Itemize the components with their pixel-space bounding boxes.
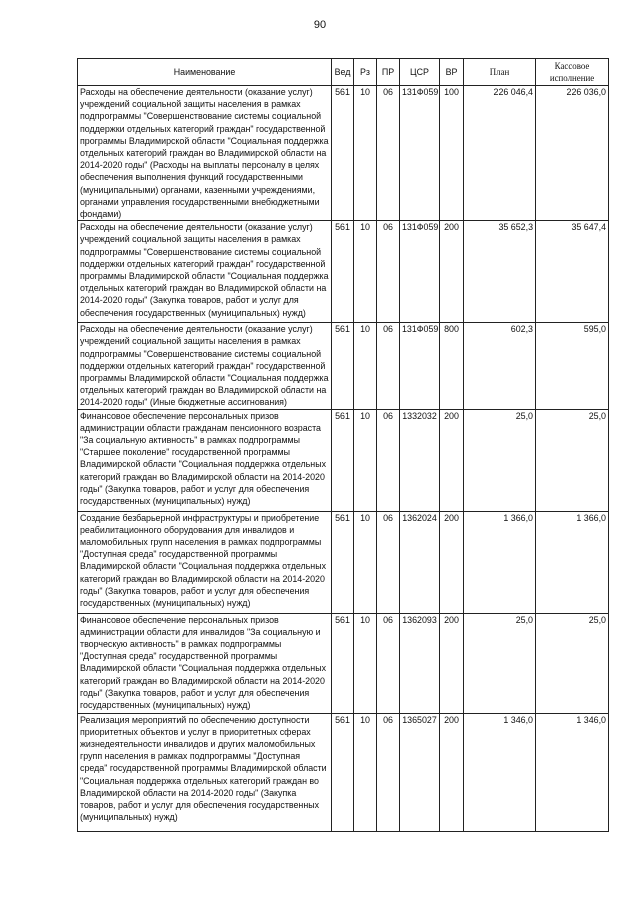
header-rz: Рз xyxy=(354,59,377,86)
cell-name: Расходы на обеспечение деятельности (оказание услуг) учреждений социальной защиты населения в рамках подпрограммы "Совершенствование системы социальной поддержки отдельных категорий граждан" государственной программы Владимирской области "Социальная поддержка отдельных категорий граждан во Владимирской области на 2014-2020 годы" (Иные бюджетные ассигнования) xyxy=(78,323,332,409)
cell-name: Расходы на обеспечение деятельности (оказание услуг) учреждений социальной защиты населения в рамках подпрограммы "Совершенствование системы социальной поддержки отдельных категорий граждан" государственной программы Владимирской области "Социальная поддержка отдельных категорий граждан во Владимирской области на 2014-2020 годы" (Расходы на выплаты персоналу в целях обеспечения выполнения функций государственными (муниципальными) органами, казенными учреждениями, органами управления государственными внебюджетными фондами) xyxy=(78,86,332,221)
cell-name: Расходы на обеспечение деятельности (оказание услуг) учреждений социальной защиты населения в рамках подпрограммы "Совершенствование системы социальной поддержки отдельных категорий граждан" государственной программы Владимирской области "Социальная поддержка отдельных категорий граждан во Владимирской области на 2014-2020 годы" (Закупка товаров, работ и услуг для обеспечения государственных (муниципальных) нужд) xyxy=(78,221,332,323)
header-pr: ПР xyxy=(377,59,400,86)
header-name: Наименование xyxy=(78,59,332,86)
cell-pr: 06 xyxy=(377,713,400,831)
cell-rz: 10 xyxy=(354,221,377,323)
cell-rz: 10 xyxy=(354,511,377,613)
cell-ved: 561 xyxy=(332,221,354,323)
cell-cash: 226 036,0 xyxy=(536,86,609,221)
page-number: 90 xyxy=(313,19,327,31)
cell-plan: 1 346,0 xyxy=(464,713,536,831)
table-row xyxy=(78,613,609,713)
cell-csr: 1365027 xyxy=(400,713,440,831)
cell-ved: 561 xyxy=(332,86,354,221)
cell-csr: 131Ф059 xyxy=(400,86,440,221)
cell-plan: 226 046,4 xyxy=(464,86,536,221)
cell-cash: 25,0 xyxy=(536,613,609,713)
cell-ved: 561 xyxy=(332,613,354,713)
cell-vr: 200 xyxy=(440,511,464,613)
cell-csr: 1332032 xyxy=(400,409,440,511)
cell-pr: 06 xyxy=(377,323,400,409)
cell-rz: 10 xyxy=(354,86,377,221)
cell-pr: 06 xyxy=(377,511,400,613)
table-row xyxy=(78,221,609,323)
table-header-row xyxy=(78,59,609,86)
cell-cash: 1 366,0 xyxy=(536,511,609,613)
cell-cash: 1 346,0 xyxy=(536,713,609,831)
cell-plan: 25,0 xyxy=(464,409,536,511)
cell-name: Реализация мероприятий по обеспечению доступности приоритетных объектов и услуг в приоритетных сферах жизнедеятельности инвалидов и других маломобильных групп населения в рамках подпрограммы "Доступная среда" государственной программы Владимирской области "Социальная поддержка отдельных категорий граждан во Владимирской области на 2014-2020 годы" (Закупка товаров, работ и услуг для обеспечения государственных (муниципальных) нужд) xyxy=(78,713,332,831)
table-row xyxy=(78,323,609,409)
cell-csr: 1362024 xyxy=(400,511,440,613)
header-cash-execution: Кассовое исполнение xyxy=(536,59,609,86)
cell-csr: 131Ф059 xyxy=(400,221,440,323)
header-vr: ВР xyxy=(440,59,464,86)
cell-plan: 1 366,0 xyxy=(464,511,536,613)
cell-cash: 35 647,4 xyxy=(536,221,609,323)
cell-ved: 561 xyxy=(332,511,354,613)
header-ved: Вед xyxy=(332,59,354,86)
cell-plan: 602,3 xyxy=(464,323,536,409)
cell-vr: 200 xyxy=(440,613,464,713)
cell-rz: 10 xyxy=(354,713,377,831)
cell-pr: 06 xyxy=(377,221,400,323)
cell-name: Создание безбарьерной инфраструктуры и приобретение реабилитационного оборудования для инвалидов и маломобильных групп населения в рамках подпрограммы "Доступная среда" государственной программы Владимирской области "Социальная поддержка отдельных категорий граждан во Владимирской области на 2014-2020 годы" (Закупка товаров, работ и услуг для обеспечения государственных (муниципальных) нужд) xyxy=(78,511,332,613)
cell-rz: 10 xyxy=(354,323,377,409)
table-row xyxy=(78,86,609,221)
cell-plan: 25,0 xyxy=(464,613,536,713)
header-plan: План xyxy=(464,59,536,86)
cell-cash: 595,0 xyxy=(536,323,609,409)
cell-name: Финансовое обеспечение персональных призов администрации области гражданам пенсионного возраста "За социальную активность" в рамках подпрограммы "Старшее поколение" государственной программы Владимирской области "Социальная поддержка отдельных категорий граждан во Владимирской области на 2014-2020 годы" (Закупка товаров, работ и услуг для обеспечения государственных (муниципальных) нужд) xyxy=(78,409,332,511)
cell-vr: 800 xyxy=(440,323,464,409)
table-row xyxy=(78,511,609,613)
cell-rz: 10 xyxy=(354,409,377,511)
cell-pr: 06 xyxy=(377,86,400,221)
cell-vr: 100 xyxy=(440,86,464,221)
cell-vr: 200 xyxy=(440,713,464,831)
table-row xyxy=(78,713,609,831)
budget-table xyxy=(77,58,609,832)
cell-ved: 561 xyxy=(332,323,354,409)
cell-vr: 200 xyxy=(440,409,464,511)
cell-name: Финансовое обеспечение персональных призов администрации области для инвалидов "За социальную и творческую активность" в рамках подпрограммы "Доступная среда" государственной программы Владимирской области "Социальная поддержка отдельных категорий граждан во Владимирской области на 2014-2020 годы" (Закупка товаров, работ и услуг для обеспечения государственных (муниципальных) нужд) xyxy=(78,613,332,713)
cell-plan: 35 652,3 xyxy=(464,221,536,323)
cell-csr: 1362093 xyxy=(400,613,440,713)
table-row xyxy=(78,409,609,511)
cell-vr: 200 xyxy=(440,221,464,323)
cell-cash: 25,0 xyxy=(536,409,609,511)
cell-pr: 06 xyxy=(377,613,400,713)
cell-rz: 10 xyxy=(354,613,377,713)
header-csr: ЦСР xyxy=(400,59,440,86)
cell-csr: 131Ф059 xyxy=(400,323,440,409)
cell-ved: 561 xyxy=(332,713,354,831)
cell-pr: 06 xyxy=(377,409,400,511)
cell-ved: 561 xyxy=(332,409,354,511)
